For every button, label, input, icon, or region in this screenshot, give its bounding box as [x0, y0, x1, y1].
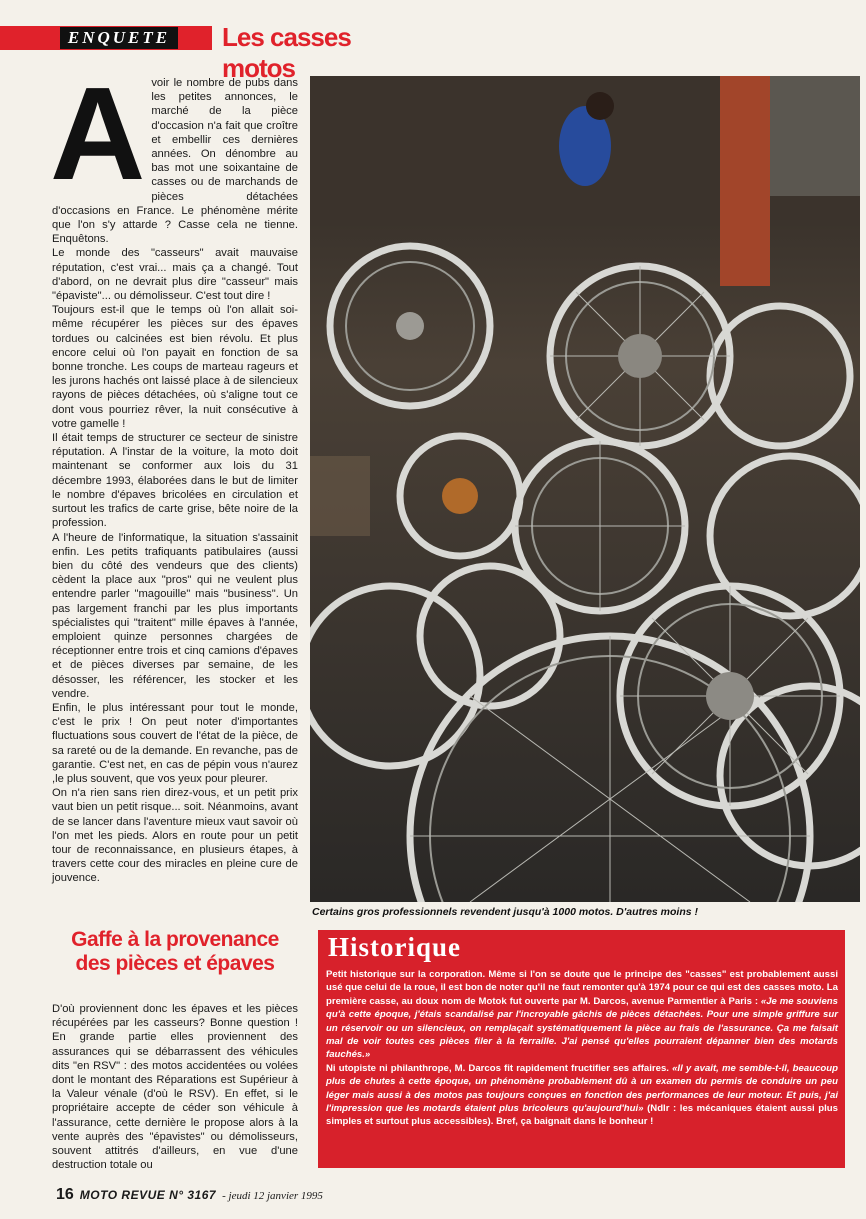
article-title: Les casses motos	[222, 22, 351, 83]
historique-title: Historique	[328, 932, 462, 962]
historique-box	[318, 930, 845, 1168]
page-footer	[56, 1186, 323, 1206]
article-paragraph: Il était temps de structurer ce secteur de sinistre réputation. A l'instar de la voiture, la moto doit maintenant se conformer aux lois du 31 décembre 1993, élaborées dans le but de limiter le nombre d'épaves bricolées en circulation et surtout les trafics de carte grise, bête noire de la profession.	[52, 432, 298, 530]
historique-paragraph	[326, 1062, 838, 1129]
sidebar-paragraph: D'où proviennent donc les épaves et les pièces récupérées par les casseurs? Bonne question ! En grande partie elles proviennent des assurances qui se débarrassent des véhicules dits "en RSV" : des motos accidentées ou volées dont le montant des Réparations est Supérieur à la Valeur vénale (d'où le RSV). En effet, si le propriétaire accepte de céder son véhicule à l'assurance, cette dernière le propose alors à la vente auprès des "épavistes" ou démolisseurs, souvent attitrés d'ailleurs, en vue d'une destruction totale ou	[52, 1003, 298, 1172]
section-tag-label: ENQUETE	[60, 27, 178, 49]
article-paragraph: Toujours est-il que le temps où l'on allait soi-même récupérer les pièces sur des épaves tordues ou calcinées est bien révolu. Et plus encore celui où l'on payait en fonction de sa bonne tronche. Les coups de marteau rageurs et les jurons hachés ont laissé place à de silencieux rayons de pièces détachées, où s'aligne tout ce dont vous pourriez rêver, la nuit consécutive à votre gamelle !	[52, 304, 298, 430]
magazine-issue: MOTO REVUE N° 3167	[79, 1188, 217, 1202]
article-paragraph: On n'a rien sans rien direz-vous, et un petit prix vaut bien un petit risque... soit. Néanmoins, avant de se lancer dans l'aventure mieux vaut savoir où l'on met les pieds. Alors en route pour un petit tour de reconnaissance, en plusieurs étapes, à travers cette cour des miracles en pleine cure de jouvence.	[52, 787, 298, 885]
article-header	[0, 22, 420, 83]
historique-text	[326, 968, 838, 1129]
wheels-photo	[310, 76, 860, 902]
historique-quote: «Je me souviens qu'à cette époque, j'étais scandalisé par l'incroyable gâchis de pièces détachées. Pour une simple griffure sur un réservoir ou un silencieux, on remplaçait systématiquement la pièce au frais de l'assurance. Ça me faisait mal de voir toutes ces pièces filer à la ferraille. J'ai pensé qu'elles pourraient dépanner bien des motards fauchés.»	[326, 995, 839, 1061]
issue-date: - jeudi 12 janvier 1995	[222, 1190, 323, 1202]
sidebar-headline-line: Gaffe à la provenance	[71, 928, 279, 951]
article-paragraph: Le monde des "casseurs" avait mauvaise réputation, c'est vrai... mais ça a changé. Tout d'abord, on ne devrait plus dire "casseur" mais "épaviste"... ou démolisseur. C'est tout dire !	[52, 247, 298, 303]
section-tag	[0, 26, 212, 50]
article-paragraph: Enfin, le plus intéressant pour tout le monde, c'est le prix ! On peut noter d'importantes fluctuations sous couvert de l'état de la pièce, de sa rareté ou de la demande. En revanche, pas de garantie. C'est net, en cas de pépin vous n'aurez ,le plus souvent, que vos yeux pour pleurer.	[52, 701, 298, 785]
historique-quote: «Il y avait, me semble-t-il, beaucoup plus de chutes à cette époque, un phénomène probablement dû à un examen du permis de conduire un peu léger mais aussi à des motos pas toujours conçues en fonction des performances de leur moteur. Et puis, j'ai l'impression que les motards étaient plus bricoleurs qu'aujourd'hui»	[326, 1062, 838, 1115]
sidebar-headline	[52, 928, 298, 976]
drop-cap: A	[50, 60, 146, 207]
historique-text-run: Ni utopiste ni philanthrope, M. Darcos fit rapidement fructifier ses affaires.	[326, 1062, 673, 1074]
historique-paragraph	[326, 968, 838, 1062]
historique-text-run: Petit historique sur la corporation. Même si l'on se doute que le principe des "casses" est probablement aussi usé que celui de la roue, il est bon de noter qu'il ne faut remonter qu'à 1974 pour ce qui est des casses moto. La première casse, au doux nom de Motok fut ouverte par M. Darcos, avenue Parmentier à Paris :	[326, 969, 838, 1007]
article-body	[50, 60, 298, 886]
historique-text-run: (Ndlr : les mécaniques étaient aussi plus simples et surtout plus accessibles). Bref, ça baignait dans le bonheur !	[326, 1103, 838, 1128]
article-paragraph: A l'heure de l'informatique, la situation s'assainit enfin. Les petits trafiquants patibulaires (aussi bien du côté des vendeurs que des clients) cèdent la place aux "pros" qui ne veulent plus entendre parler "magouille" mais "business". Un pas largement franchi par les plus importants spécialistes qui "traitent" mille épaves à l'année, emploient quinze personnes chargées de réceptionner entre trois et cinq camions d'épaves et de pièces diverses par semaine, de les désosser, les référencer, les stocker et les vendre.	[52, 531, 298, 700]
article-paragraph: voir le nombre de pubs dans les petites annonces, le marché de la pièce d'occasion n'a fait que croître et embellir ces dernières années. On dénombre au bas mot une soixantaine de casses ou de marchands de pièces détachées d'occasions en France. Le phénomène mérite que l'on s'y attarde ? Casse cela ne tienne. Enquêtons.	[52, 77, 298, 246]
sidebar-headline-line: des pièces et épaves	[75, 952, 275, 975]
photo-caption: Certains gros professionnels revendent jusqu'à 1000 motos. D'autres moins !	[312, 906, 699, 918]
sidebar-body	[52, 1002, 298, 1172]
page-number: 16	[56, 1186, 74, 1203]
